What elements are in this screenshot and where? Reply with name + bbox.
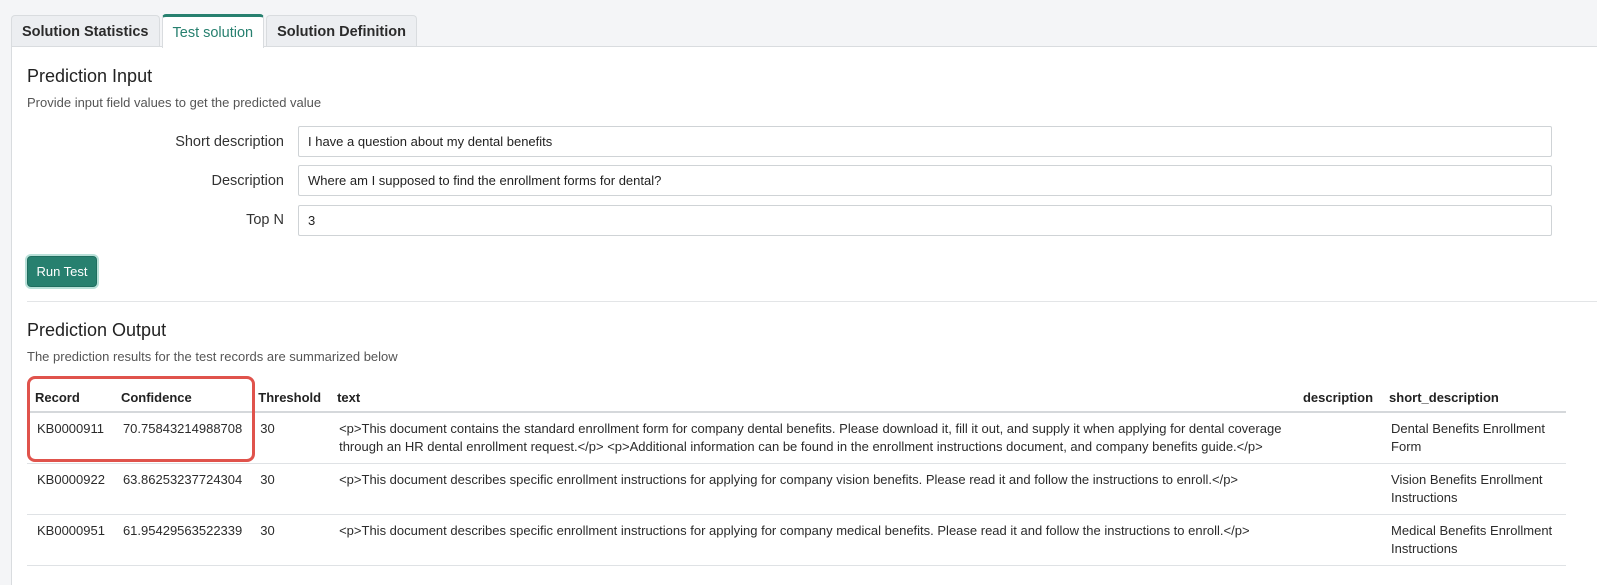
table-header-row — [27, 383, 1566, 412]
threshold-cell: 30 — [250, 412, 329, 464]
record-cell: KB0000922 — [27, 464, 113, 515]
short-description-input[interactable] — [298, 126, 1552, 157]
column-header-record[interactable]: Record — [27, 383, 113, 412]
column-header-text[interactable]: text — [329, 383, 1295, 412]
prediction-output-title: Prediction Output — [27, 320, 167, 340]
top-n-input[interactable] — [298, 205, 1552, 236]
table-row — [27, 515, 1566, 566]
tab-solution-statistics[interactable]: Solution Statistics — [11, 15, 160, 47]
tab-test-solution[interactable]: Test solution — [162, 14, 265, 48]
text-cell: <p>This document describes specific enrollment instructions for applying for company medical benefits. Please read it and follow the instructions to enroll.</p> — [329, 515, 1295, 566]
prediction-input-title: Prediction Input — [27, 66, 153, 86]
column-header-confidence[interactable]: Confidence — [113, 383, 250, 412]
tab-panel — [11, 46, 1597, 585]
section-divider — [27, 301, 1597, 302]
column-header-threshold[interactable]: Threshold — [250, 383, 329, 412]
tab-bar — [11, 14, 419, 47]
record-cell: KB0000911 — [27, 412, 113, 464]
confidence-cell: 61.95429563522339 — [113, 515, 250, 566]
column-header-description[interactable]: description — [1295, 383, 1381, 412]
table-row — [27, 464, 1566, 515]
confidence-cell: 70.75843214988708 — [113, 412, 250, 464]
threshold-cell: 30 — [250, 464, 329, 515]
prediction-results-table — [27, 383, 1566, 566]
confidence-cell: 63.86253237724304 — [113, 464, 250, 515]
prediction-input-subtitle: Provide input field values to get the predicted value — [27, 95, 322, 110]
description-label: Description — [211, 173, 284, 189]
tab-solution-definition[interactable]: Solution Definition — [266, 15, 417, 47]
short-description-cell: Vision Benefits Enrollment Instructions — [1381, 464, 1566, 515]
text-cell: <p>This document contains the standard enrollment form for company dental benefits. Please download it, fill it out, and supply it when applying for dental coverage through an HR dental enrollment request.</p> <p>Additional information can be found in the enrollment instructions document, and company benefits guide.</p> — [329, 412, 1295, 464]
short-description-label: Short description — [175, 134, 284, 150]
description-cell — [1295, 464, 1381, 515]
description-cell — [1295, 412, 1381, 464]
run-test-button[interactable]: Run Test — [27, 256, 97, 287]
text-cell: <p>This document describes specific enrollment instructions for applying for company vision benefits. Please read it and follow the instructions to enroll.</p> — [329, 464, 1295, 515]
short-description-cell: Medical Benefits Enrollment Instructions — [1381, 515, 1566, 566]
top-n-label: Top N — [246, 212, 284, 228]
description-cell — [1295, 515, 1381, 566]
prediction-output-subtitle: The prediction results for the test records are summarized below — [27, 349, 398, 364]
threshold-cell: 30 — [250, 515, 329, 566]
table-row — [27, 412, 1566, 464]
description-input[interactable] — [298, 165, 1552, 196]
short-description-cell: Dental Benefits Enrollment Form — [1381, 412, 1566, 464]
column-header-short-description[interactable]: short_description — [1381, 383, 1566, 412]
record-cell: KB0000951 — [27, 515, 113, 566]
